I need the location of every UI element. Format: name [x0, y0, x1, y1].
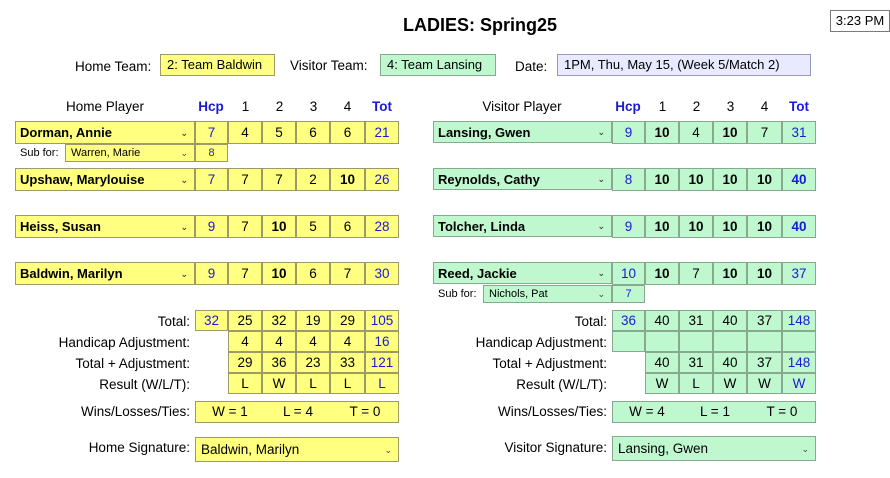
chevron-down-icon: ⌄ — [597, 174, 605, 184]
visitor-score-cell[interactable]: 10 — [679, 215, 713, 238]
visitor-score-cell[interactable]: 10 — [713, 121, 747, 144]
signature-name: Baldwin, Marilyn — [201, 442, 300, 457]
home-score-cell[interactable]: 6 — [296, 262, 330, 285]
visitor-total-label: Total: — [574, 314, 607, 329]
home-result-cell: L — [228, 373, 262, 394]
home-result-cell: L — [296, 373, 330, 394]
visitor-total-cell: 37 — [747, 310, 782, 331]
visitor-adj-cell — [645, 331, 679, 352]
visitor-total-tot: 148 — [782, 310, 816, 331]
chevron-down-icon: ⌄ — [384, 445, 392, 455]
visitor-game2-header: 2 — [692, 99, 701, 114]
home-score-cell[interactable]: 7 — [330, 262, 365, 285]
home-player-select[interactable] — [15, 168, 195, 191]
visitor-result-tot: W — [782, 373, 816, 394]
home-ta-cell: 29 — [228, 352, 262, 373]
home-adj-cell: 4 — [330, 331, 365, 352]
visitor-adj-hcp-blank — [612, 331, 645, 352]
visitor-score-cell[interactable]: 7 — [747, 121, 782, 144]
visitor-total-cell: 40 — [645, 310, 679, 331]
visitor-ta-tot: 148 — [782, 352, 816, 373]
home-hcp-cell[interactable]: 9 — [195, 215, 228, 238]
visitor-signature-label: Visitor Signature: — [504, 440, 607, 455]
visitor-tot-cell: 37 — [782, 262, 816, 285]
player-name: Tolcher, Linda — [438, 219, 526, 234]
visitor-adj-cell — [713, 331, 747, 352]
home-score-cell[interactable]: 6 — [330, 121, 365, 144]
visitor-score-cell[interactable]: 10 — [645, 262, 679, 285]
home-score-cell[interactable]: 7 — [228, 168, 262, 191]
chevron-down-icon: ⌄ — [180, 128, 188, 138]
signature-name: Lansing, Gwen — [618, 441, 709, 456]
visitor-hcp-cell[interactable]: 9 — [612, 121, 645, 144]
visitor-signature-select[interactable] — [612, 436, 816, 461]
home-player-select[interactable] — [15, 215, 195, 238]
home-signature-select[interactable] — [195, 437, 399, 462]
sub-name: Nichols, Pat — [489, 288, 548, 300]
visitor-result-label: Result (W/L/T): — [516, 377, 607, 392]
visitor-score-cell[interactable]: 10 — [679, 168, 713, 191]
home-wlt-box — [195, 401, 399, 423]
home-player-header: Home Player — [65, 99, 145, 114]
home-ties: T = 0 — [349, 404, 381, 419]
visitor-game3-header: 3 — [726, 99, 735, 114]
home-wins: W = 1 — [212, 404, 248, 419]
home-ta-tot: 121 — [365, 352, 399, 373]
home-score-cell[interactable]: 5 — [296, 215, 330, 238]
visitor-ta-cell: 40 — [713, 352, 747, 373]
home-score-cell[interactable]: 10 — [330, 168, 365, 191]
visitor-sub-label: Sub for: — [438, 288, 477, 300]
home-team-label: Home Team: — [75, 59, 152, 74]
visitor-score-cell[interactable]: 10 — [713, 168, 747, 191]
home-tot-header: Tot — [372, 99, 392, 114]
visitor-score-cell[interactable]: 10 — [645, 215, 679, 238]
home-score-cell[interactable]: 10 — [262, 215, 296, 238]
visitor-score-cell[interactable]: 10 — [645, 168, 679, 191]
home-sub-hcp[interactable]: 8 — [195, 144, 228, 162]
visitor-sub-select[interactable] — [483, 285, 612, 303]
chevron-down-icon: ⌄ — [597, 268, 605, 278]
home-sub-label: Sub for: — [20, 147, 59, 159]
visitor-adj-label: Handicap Adjustment: — [475, 335, 607, 350]
home-ta-cell: 36 — [262, 352, 296, 373]
visitor-score-cell[interactable]: 10 — [645, 121, 679, 144]
home-adj-cell: 4 — [262, 331, 296, 352]
home-adj-label: Handicap Adjustment: — [58, 335, 190, 350]
home-score-cell[interactable]: 5 — [262, 121, 296, 144]
visitor-tot-cell: 40 — [782, 168, 816, 191]
player-name: Reed, Jackie — [438, 266, 517, 281]
home-wlt-label: Wins/Losses/Ties: — [80, 404, 190, 419]
visitor-score-cell[interactable]: 4 — [679, 121, 713, 144]
visitor-player-select[interactable] — [433, 215, 612, 237]
player-name: Upshaw, Marylouise — [20, 172, 145, 187]
visitor-player-header: Visitor Player — [482, 99, 562, 114]
visitor-tot-header: Tot — [789, 99, 809, 114]
sub-name: Warren, Marie — [71, 147, 141, 159]
chevron-down-icon: ⌄ — [801, 444, 809, 454]
home-score-cell[interactable]: 10 — [262, 262, 296, 285]
player-name: Heiss, Susan — [20, 219, 101, 234]
visitor-sub-hcp[interactable]: 7 — [612, 285, 645, 303]
visitor-adj-tot — [782, 331, 816, 352]
visitor-ta-cell: 40 — [645, 352, 679, 373]
home-score-cell[interactable]: 2 — [296, 168, 330, 191]
visitor-ta-cell: 31 — [679, 352, 713, 373]
visitor-tot-cell: 31 — [782, 121, 816, 144]
home-game3-header: 3 — [309, 99, 318, 114]
home-game4-header: 4 — [343, 99, 352, 114]
home-total-cell: 29 — [330, 310, 365, 331]
home-team-field[interactable]: 2: Team Baldwin — [160, 54, 275, 76]
home-score-cell[interactable]: 7 — [262, 168, 296, 191]
visitor-team-field[interactable]: 4: Team Lansing — [380, 54, 496, 76]
visitor-adj-cell — [679, 331, 713, 352]
date-field[interactable]: 1PM, Thu, May 15, (Week 5/Match 2) — [557, 54, 811, 76]
home-ta-cell: 23 — [296, 352, 330, 373]
home-adj-tot: 16 — [365, 331, 399, 352]
visitor-losses: L = 1 — [700, 404, 730, 419]
visitor-game4-header: 4 — [760, 99, 769, 114]
home-signature-label: Home Signature: — [88, 440, 190, 455]
visitor-total-cell: 40 — [713, 310, 747, 331]
visitor-ta-cell: 37 — [747, 352, 782, 373]
home-player-select[interactable] — [15, 121, 195, 144]
home-score-cell[interactable]: 6 — [296, 121, 330, 144]
home-tot-cell: 28 — [365, 215, 399, 238]
visitor-adj-cell — [747, 331, 782, 352]
chevron-down-icon: ⌄ — [180, 175, 188, 185]
home-hcp-header: Hcp — [198, 99, 224, 114]
visitor-tot-cell: 40 — [782, 215, 816, 238]
visitor-score-cell[interactable]: 10 — [713, 215, 747, 238]
visitor-hcp-cell[interactable]: 9 — [612, 215, 645, 238]
visitor-total-cell: 31 — [679, 310, 713, 331]
visitor-result-cell: L — [679, 373, 713, 394]
home-ta-label: Total + Adjustment: — [75, 356, 190, 371]
chevron-down-icon: ⌄ — [180, 269, 188, 279]
home-result-label: Result (W/L/T): — [99, 377, 190, 392]
home-game2-header: 2 — [275, 99, 284, 114]
home-player-select[interactable] — [15, 262, 195, 285]
home-total-tot: 105 — [365, 310, 399, 331]
home-hcp-cell[interactable]: 9 — [195, 262, 228, 285]
chevron-down-icon: ⌄ — [597, 127, 605, 137]
home-sub-select[interactable] — [65, 144, 195, 162]
chevron-down-icon: ⌄ — [180, 148, 188, 158]
home-ta-cell: 33 — [330, 352, 365, 373]
home-total-cell: 32 — [262, 310, 296, 331]
clock: 3:23 PM — [830, 10, 890, 32]
home-score-cell[interactable]: 7 — [228, 262, 262, 285]
visitor-game1-header: 1 — [658, 99, 667, 114]
player-name: Baldwin, Marilyn — [20, 266, 123, 281]
visitor-total-hcp: 36 — [612, 310, 645, 331]
home-tot-cell: 30 — [365, 262, 399, 285]
visitor-hcp-cell[interactable]: 8 — [612, 168, 645, 191]
home-adj-cell: 4 — [228, 331, 262, 352]
home-total-cell: 19 — [296, 310, 330, 331]
visitor-ta-label: Total + Adjustment: — [492, 356, 607, 371]
home-result-cell: L — [330, 373, 365, 394]
visitor-wlt-box — [612, 401, 816, 423]
visitor-result-cell: W — [747, 373, 782, 394]
home-total-cell: 25 — [228, 310, 262, 331]
chevron-down-icon: ⌄ — [597, 289, 605, 299]
visitor-result-cell: W — [713, 373, 747, 394]
home-score-cell[interactable]: 4 — [228, 121, 262, 144]
visitor-wins: W = 4 — [629, 404, 665, 419]
home-adj-cell: 4 — [296, 331, 330, 352]
visitor-hcp-cell[interactable]: 10 — [612, 262, 645, 285]
home-result-cell: W — [262, 373, 296, 394]
home-hcp-cell[interactable]: 7 — [195, 168, 228, 191]
chevron-down-icon: ⌄ — [180, 222, 188, 232]
home-score-cell[interactable]: 6 — [330, 215, 365, 238]
home-total-label: Total: — [157, 314, 190, 329]
player-name: Lansing, Gwen — [438, 125, 531, 140]
visitor-player-select[interactable] — [433, 121, 612, 143]
chevron-down-icon: ⌄ — [597, 221, 605, 231]
visitor-player-select[interactable] — [433, 262, 612, 284]
visitor-team-label: Visitor Team: — [290, 58, 368, 73]
home-hcp-cell[interactable]: 7 — [195, 121, 228, 144]
home-total-hcp: 32 — [195, 310, 228, 331]
visitor-score-cell[interactable]: 10 — [713, 262, 747, 285]
visitor-score-cell[interactable]: 7 — [679, 262, 713, 285]
date-label: Date: — [515, 59, 548, 74]
page-title: LADIES: Spring25 — [402, 15, 558, 35]
home-tot-cell: 21 — [365, 121, 399, 144]
visitor-player-select[interactable] — [433, 168, 612, 190]
home-tot-cell: 26 — [365, 168, 399, 191]
player-name: Dorman, Annie — [20, 125, 112, 140]
visitor-ties: T = 0 — [766, 404, 798, 419]
home-score-cell[interactable]: 7 — [228, 215, 262, 238]
visitor-result-cell: W — [645, 373, 679, 394]
home-game1-header: 1 — [241, 99, 250, 114]
visitor-wlt-label: Wins/Losses/Ties: — [497, 404, 607, 419]
home-losses: L = 4 — [283, 404, 313, 419]
visitor-score-cell[interactable]: 10 — [747, 262, 782, 285]
visitor-score-cell[interactable]: 10 — [747, 168, 782, 191]
home-result-tot: L — [365, 373, 399, 394]
player-name: Reynolds, Cathy — [438, 172, 540, 187]
visitor-score-cell[interactable]: 10 — [747, 215, 782, 238]
visitor-hcp-header: Hcp — [615, 99, 641, 114]
